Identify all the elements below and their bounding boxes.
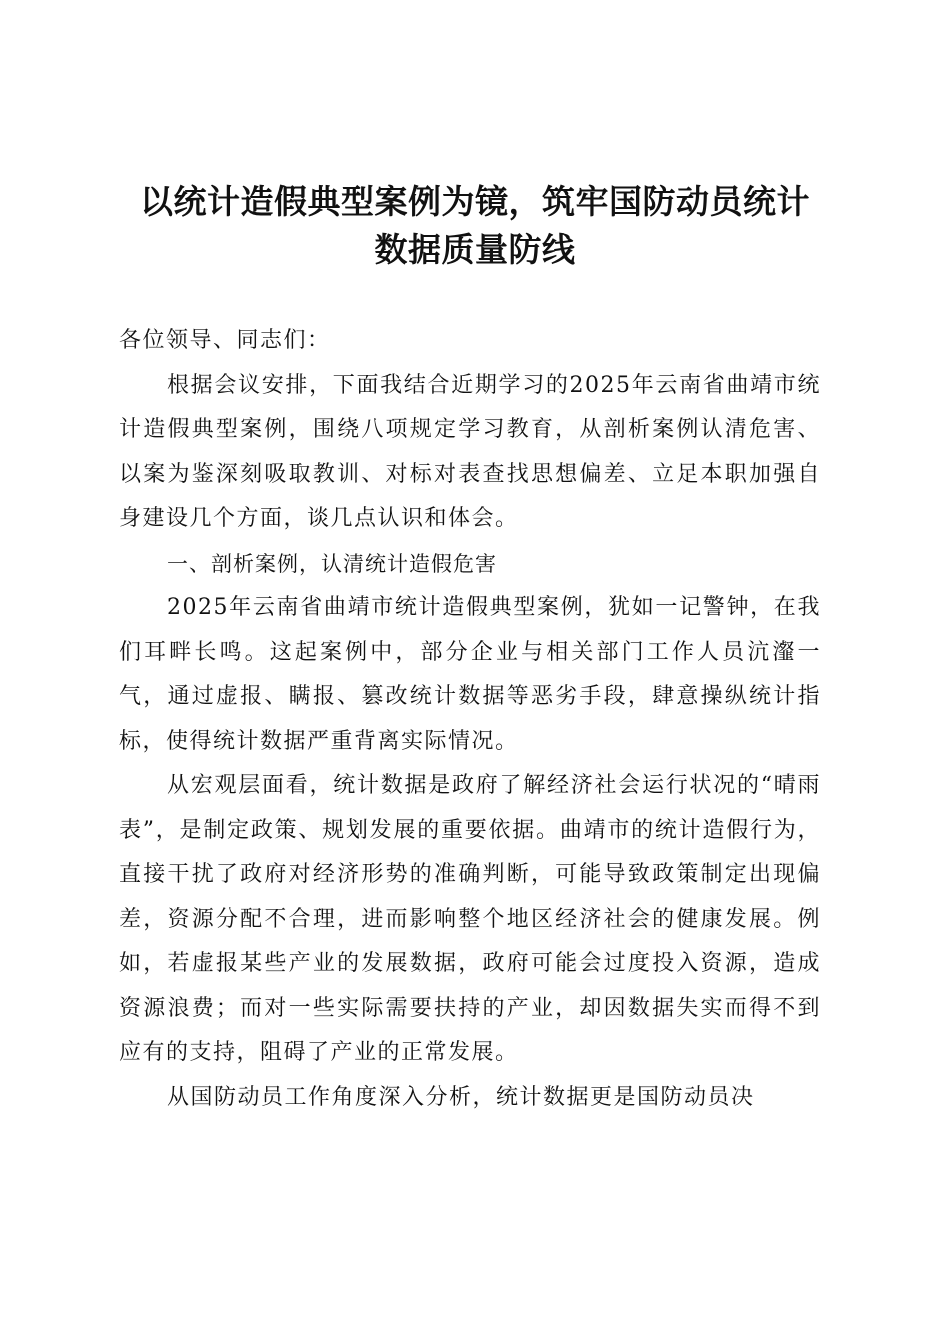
salutation: 各位领导、同志们： [119, 328, 331, 353]
document-title [100, 178, 850, 274]
paragraph-macro-analysis: 从宏观层面看，统计数据是政府了解经济社会运行状况的“晴雨表”，是制定政策、规划发展的重要依据。曲靖市的统计造假行为，直接干扰了政府对经济形势的准确判断，可能导致政策制定出现偏差，资源分配不合理，进而影响整个地区经济社会的健康发展。例如，若虚报某些产业的发展数据，政府可能会过度投入资源，造成资源浪费；而对一些实际需要扶持的产业，却因数据失实而得不到应有的支持，阻碍了产业的正常发展。 [119, 773, 821, 1065]
title-line-1: 以统计造假典型案例为镜，筑牢国防动员统计 [140, 182, 810, 221]
paragraph-case-overview: 2025年云南省曲靖市统计造假典型案例，犹如一记警钟，在我们耳畔长鸣。这起案例中，部分企业与相关部门工作人员沆瀣一气，通过虚报、瞒报、篡改统计数据等恶劣手段，肆意操纵统计指标，使得统计数据严重背离实际情况。 [119, 595, 821, 754]
document-body [119, 319, 821, 1120]
section-heading-1: 一、剖析案例，认清统计造假危害 [167, 551, 497, 576]
title-line-2: 数据质量防线 [374, 230, 576, 269]
paragraph-defense-analysis: 从国防动员工作角度深入分析，统计数据更是国防动员决 [167, 1084, 755, 1110]
paragraph-intro: 根据会议安排，下面我结合近期学习的2025年云南省曲靖市统计造假典型案例，围绕八项规定学习教育，从剖析案例认清危害、以案为鉴深刻吸取教训、对标对表查找思想偏差、立足本职加强自身建设几个方面，谈几点认识和体会。 [119, 372, 821, 531]
